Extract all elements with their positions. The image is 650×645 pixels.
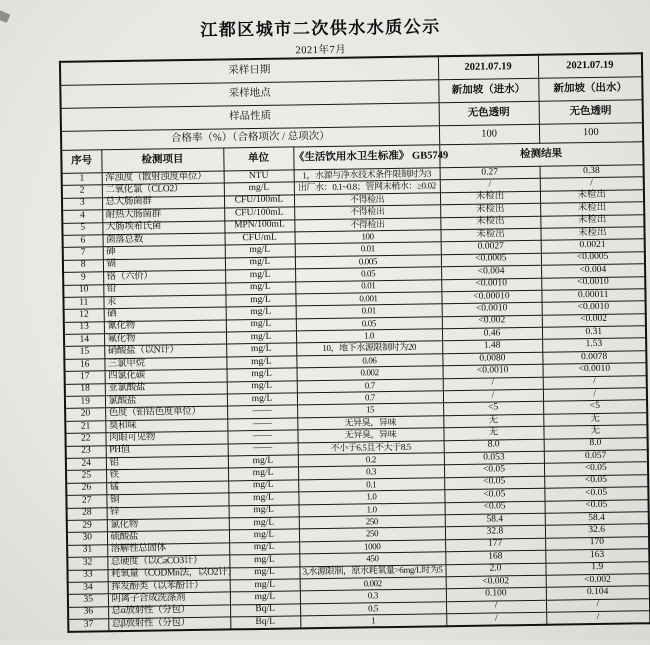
standard-limit: 0.2 <box>298 453 444 468</box>
unit: mg/L <box>225 257 295 270</box>
row-number: 5 <box>62 222 102 235</box>
result-outlet: <0.05 <box>544 462 648 476</box>
standard-limit: 15 <box>297 403 443 418</box>
item-name: 总硬度（以CaCO3计） <box>107 555 229 569</box>
result-outlet: <0.0010 <box>541 276 645 290</box>
row-number: 11 <box>63 297 103 310</box>
result-outlet: 58.4 <box>545 512 649 526</box>
result-outlet: <0.0010 <box>542 301 646 315</box>
result-outlet: 未检出 <box>540 202 644 216</box>
item-name: 氯化物 <box>107 518 229 532</box>
result-inlet: 177 <box>445 538 545 552</box>
row-number: 7 <box>63 247 103 260</box>
unit: mg/L <box>229 529 299 542</box>
standard-limit: 0.002 <box>300 577 446 592</box>
row-number: 17 <box>65 371 105 384</box>
unit: mg/L <box>226 306 296 319</box>
result-inlet: 168 <box>445 550 545 564</box>
row-number: 26 <box>66 483 106 496</box>
row-number: 8 <box>63 260 103 273</box>
col-item-header: 检测项目 <box>101 148 223 173</box>
item-name: 铬（六价） <box>103 270 225 284</box>
result-inlet: <0.05 <box>444 476 544 490</box>
result-outlet: 0.0078 <box>542 351 646 365</box>
result-inlet: <0.002 <box>446 575 546 589</box>
item-name: 溶解性总固体 <box>107 543 229 557</box>
item-name: 汞 <box>103 295 225 309</box>
unit: mg/L <box>229 566 299 579</box>
result-inlet: / <box>443 389 543 403</box>
result-outlet: <0.05 <box>545 499 649 513</box>
col-unit-header: 单位 <box>223 147 293 171</box>
result-outlet: 0.31 <box>542 326 646 340</box>
row-number: 37 <box>68 619 108 632</box>
standard-limit: 3,水源限制，原水耗氧量>6mg/L时为5 <box>299 564 445 579</box>
row-number: 10 <box>63 284 103 297</box>
result-inlet: 1.48 <box>442 340 542 354</box>
pass-rate-label: 合格率（%）（合格项次 / 总项次） <box>61 126 439 151</box>
result-outlet: <0.0010 <box>542 363 646 377</box>
standard-limit: 250 <box>299 527 445 542</box>
result-inlet: 0.100 <box>446 588 546 602</box>
unit: mg/L <box>226 331 296 344</box>
result-inlet: / <box>446 600 546 614</box>
item-name: 肉眼可见物 <box>105 431 227 445</box>
result-inlet: 2.0 <box>445 563 545 577</box>
sample-site-outlet: 新加坡（出水） <box>538 77 642 102</box>
result-outlet: 170 <box>545 536 649 550</box>
item-name: 耗氧量（CODMn法，以O2计） <box>107 567 229 581</box>
row-number: 18 <box>65 383 105 396</box>
standard-limit: 0.01 <box>295 242 441 257</box>
result-inlet: <5 <box>443 402 543 416</box>
result-inlet: / <box>446 612 546 626</box>
result-outlet: / <box>543 375 647 389</box>
col-no-header: 序号 <box>61 150 101 174</box>
item-name: 铁 <box>106 468 228 482</box>
row-number: 22 <box>65 433 105 446</box>
result-outlet: / <box>546 611 650 625</box>
row-number: 36 <box>68 606 108 619</box>
result-inlet: <0.05 <box>445 501 545 515</box>
standard-limit: 0.7 <box>297 378 443 393</box>
standard-limit: 不得检出 <box>294 217 440 232</box>
unit: mg/L <box>228 480 298 493</box>
row-number: 32 <box>67 557 107 570</box>
pass-rate-inlet: 100 <box>439 124 539 144</box>
item-name: 氰化物 <box>104 320 226 334</box>
row-number: 9 <box>63 272 103 285</box>
result-outlet: 未检出 <box>540 214 644 228</box>
item-name: 硝酸盐（以N计） <box>104 344 226 358</box>
result-inlet: <0.00010 <box>441 290 541 304</box>
unit: mg/L <box>229 504 299 517</box>
row-number: 31 <box>67 544 107 557</box>
unit: —— <box>227 405 297 418</box>
row-number: 34 <box>68 582 108 595</box>
standard-limit: 0.3 <box>298 465 444 480</box>
result-inlet: / <box>443 377 543 391</box>
sample-site-label: 采样地点 <box>60 80 438 109</box>
unit: mg/L <box>229 542 299 555</box>
unit: mg/L <box>230 579 300 592</box>
row-number: 2 <box>62 185 102 198</box>
unit: mg/L <box>226 356 296 369</box>
standard-limit: 无异臭，异味 <box>297 416 443 431</box>
unit: mg/L <box>228 467 298 480</box>
item-name: 铜 <box>106 493 228 507</box>
water-quality-table <box>59 52 650 633</box>
standard-limit: 不得检出 <box>294 205 440 220</box>
standard-limit: 0.05 <box>296 316 442 331</box>
result-inlet: <0.0010 <box>441 278 541 292</box>
row-number: 33 <box>67 569 107 582</box>
standard-limit: 1.0 <box>298 490 444 505</box>
sample-site-inlet: 新加坡（进水） <box>438 78 538 102</box>
row-number: 4 <box>62 210 102 223</box>
row-number: 35 <box>68 594 108 607</box>
unit: Bq/L <box>230 604 300 617</box>
row-number: 12 <box>64 309 104 322</box>
result-inlet: 无 <box>443 414 543 428</box>
row-number: 19 <box>65 396 105 409</box>
standard-limit: 出厂水：0.1~0.8；管网末稍水：≥0.02 <box>294 180 440 195</box>
unit: mg/L <box>225 269 295 282</box>
item-name: 四氯化碳 <box>105 369 227 383</box>
standard-limit: 0.005 <box>295 255 441 270</box>
unit: mg/L <box>228 455 298 468</box>
result-outlet: 0.057 <box>544 450 648 464</box>
standard-limit: 0.001 <box>295 292 441 307</box>
item-name: 菌落总数 <box>103 233 225 247</box>
item-name: 三氯甲烷 <box>104 357 226 371</box>
unit: mg/L <box>225 244 295 257</box>
result-outlet: 163 <box>545 549 649 563</box>
sample-nature-outlet: 无色透明 <box>539 100 643 125</box>
result-inlet: 0.46 <box>442 327 542 341</box>
item-name: 镉 <box>103 258 225 272</box>
unit: —— <box>228 443 298 456</box>
standard-limit: 0.06 <box>296 354 442 369</box>
row-number: 16 <box>64 359 104 372</box>
unit: NTU <box>224 170 294 183</box>
row-number: 29 <box>67 520 107 533</box>
unit: mg/L <box>228 492 298 505</box>
result-outlet: 8.0 <box>544 437 648 451</box>
item-name: 氯酸盐 <box>105 394 227 408</box>
row-number: 13 <box>64 321 104 334</box>
result-outlet: / <box>540 177 644 191</box>
unit: CFU/100mL <box>224 195 294 208</box>
result-outlet: / <box>543 388 647 402</box>
unit: mg/L <box>226 319 296 332</box>
result-outlet: 0.0021 <box>541 239 645 253</box>
result-outlet: 1.9 <box>545 561 649 575</box>
unit: CFU/100mL <box>224 207 294 220</box>
item-name: 总β放射性（分包） <box>108 617 230 632</box>
standard-limit: 不得检出 <box>294 193 440 208</box>
row-number: 21 <box>65 421 105 434</box>
row-number: 20 <box>65 408 105 421</box>
result-inlet: 32.8 <box>445 526 545 540</box>
standard-limit: 1，水源与净水技术条件限制时为3 <box>294 168 440 183</box>
item-name: PH值 <box>106 444 228 458</box>
unit: mg/L <box>230 591 300 604</box>
item-name: 浑浊度（散射浊度单位） <box>102 171 224 185</box>
result-outlet: 1.53 <box>542 338 646 352</box>
page-title: 江都区城市二次供水水质公示 <box>200 17 441 40</box>
standard-limit: 0.01 <box>296 304 442 319</box>
unit: —— <box>227 430 297 443</box>
standard-limit: 1 <box>300 614 446 629</box>
result-inlet: 0.0027 <box>441 241 541 255</box>
sample-date-inlet: 2021.07.19 <box>438 55 538 80</box>
item-name: 臭和味 <box>105 419 227 433</box>
result-inlet: <0.002 <box>442 315 542 329</box>
item-name: 二氧化氯（CLO2） <box>102 183 224 197</box>
result-outlet: <0.05 <box>544 487 648 501</box>
col-standard-header: 《生活饮用水卫生标准》 GB5749 <box>293 145 439 170</box>
row-number: 23 <box>66 445 106 458</box>
result-outlet: <0.0005 <box>541 251 645 265</box>
row-number: 3 <box>62 198 102 211</box>
result-outlet: <0.004 <box>541 264 645 278</box>
row-number: 30 <box>67 532 107 545</box>
unit: mg/L <box>229 517 299 530</box>
item-name: 硫酸盐 <box>107 530 229 544</box>
result-outlet: 0.00011 <box>541 289 645 303</box>
standard-limit: 1.0 <box>296 329 442 344</box>
row-number: 25 <box>66 470 106 483</box>
result-inlet: 未检出 <box>440 228 540 242</box>
page-subtitle: 2021年7月 <box>295 44 347 57</box>
result-inlet: <0.05 <box>444 488 544 502</box>
result-inlet: 0.27 <box>440 166 540 180</box>
result-outlet: 未检出 <box>540 227 644 241</box>
standard-limit: 无异臭，异味 <box>297 428 443 443</box>
item-name: 氟化物 <box>104 332 226 346</box>
item-name: 锌 <box>107 505 229 519</box>
result-inlet: / <box>440 179 540 193</box>
result-inlet: 未检出 <box>440 216 540 230</box>
result-inlet: 未检出 <box>440 191 540 205</box>
standard-limit: 450 <box>299 552 445 567</box>
standard-limit: 10，地下水源限制时为20 <box>296 341 442 356</box>
standard-limit: 1000 <box>299 539 445 554</box>
row-number: 24 <box>66 458 106 471</box>
standard-limit: 100 <box>294 230 440 245</box>
result-outlet: 无 <box>543 425 647 439</box>
item-name: 铅 <box>103 282 225 296</box>
sample-date-outlet: 2021.07.19 <box>538 53 642 78</box>
unit: mg/L <box>225 281 295 294</box>
standard-limit: 0.3 <box>300 589 446 604</box>
unit: mg/L <box>224 182 294 195</box>
unit: —— <box>227 418 297 431</box>
result-inlet: 8.0 <box>444 439 544 453</box>
result-inlet: 0.0080 <box>442 352 542 366</box>
standard-limit: 0.002 <box>297 366 443 381</box>
row-number: 27 <box>66 495 106 508</box>
result-outlet: 无 <box>543 413 647 427</box>
unit: mg/L <box>229 554 299 567</box>
standard-limit: 250 <box>299 515 445 530</box>
standard-limit: 0.5 <box>300 601 446 616</box>
item-name: 大肠埃希氏菌 <box>102 221 224 235</box>
result-inlet: <0.004 <box>441 265 541 279</box>
item-name: 锰 <box>106 481 228 495</box>
item-name: 阴离子合成洗涤剂 <box>108 592 230 606</box>
sample-nature-inlet: 无色透明 <box>439 101 539 125</box>
item-name: 耐热大肠菌群 <box>102 208 224 222</box>
unit: mg/L <box>225 294 295 307</box>
result-outlet: <0.002 <box>546 574 650 588</box>
unit: mg/L <box>227 368 297 381</box>
result-inlet: 58.4 <box>445 513 545 527</box>
result-outlet: 0.104 <box>546 586 650 600</box>
result-outlet: 0.38 <box>540 165 644 179</box>
result-inlet: <0.0005 <box>441 253 541 267</box>
unit: Bq/L <box>230 616 300 630</box>
col-result-header: 检测结果 <box>439 142 643 168</box>
standard-limit: 不小于6.5且不大于8.5 <box>298 440 444 455</box>
unit: mg/L <box>227 381 297 394</box>
item-name: 色度（铂钴色度单位） <box>105 406 227 420</box>
standard-limit: 0.1 <box>298 478 444 493</box>
item-name: 铝 <box>106 456 228 470</box>
standard-limit: 0.7 <box>297 391 443 406</box>
result-outlet: <5 <box>543 400 647 414</box>
row-number: 28 <box>67 507 107 520</box>
row-number: 6 <box>63 235 103 248</box>
row-number: 14 <box>64 334 104 347</box>
pass-rate-outlet: 100 <box>539 123 643 144</box>
result-outlet: 未检出 <box>540 190 644 204</box>
result-outlet: <0.05 <box>544 474 648 488</box>
item-name: 总大肠菌群 <box>102 196 224 210</box>
unit: MPN/100mL <box>224 220 294 233</box>
item-name: 砷 <box>103 245 225 259</box>
standard-limit: 0.05 <box>295 267 441 282</box>
standard-limit: 0.01 <box>295 279 441 294</box>
result-outlet: <0.002 <box>542 313 646 327</box>
result-outlet: 32.6 <box>545 524 649 538</box>
sample-date-label: 采样日期 <box>60 56 438 85</box>
result-outlet: / <box>546 598 650 612</box>
item-name: 总α放射性（分包） <box>108 605 230 619</box>
unit: mg/L <box>226 343 296 356</box>
result-inlet: 无 <box>443 426 543 440</box>
item-name: 挥发酚类（以苯酚计） <box>108 580 230 594</box>
result-inlet: 0.053 <box>444 451 544 465</box>
result-inlet: <0.0010 <box>443 365 543 379</box>
unit: CFU/mL <box>225 232 295 245</box>
row-number: 1 <box>62 173 102 186</box>
result-inlet: <0.0010 <box>442 303 542 317</box>
sample-nature-label: 样品性质 <box>61 103 439 132</box>
item-name: 硒 <box>104 307 226 321</box>
result-inlet: 未检出 <box>440 203 540 217</box>
results-body <box>62 165 650 633</box>
unit: mg/L <box>227 393 297 406</box>
item-name: 亚氯酸盐 <box>105 382 227 396</box>
row-number: 15 <box>64 346 104 359</box>
standard-limit: 1.0 <box>299 502 445 517</box>
result-inlet: <0.05 <box>444 464 544 478</box>
